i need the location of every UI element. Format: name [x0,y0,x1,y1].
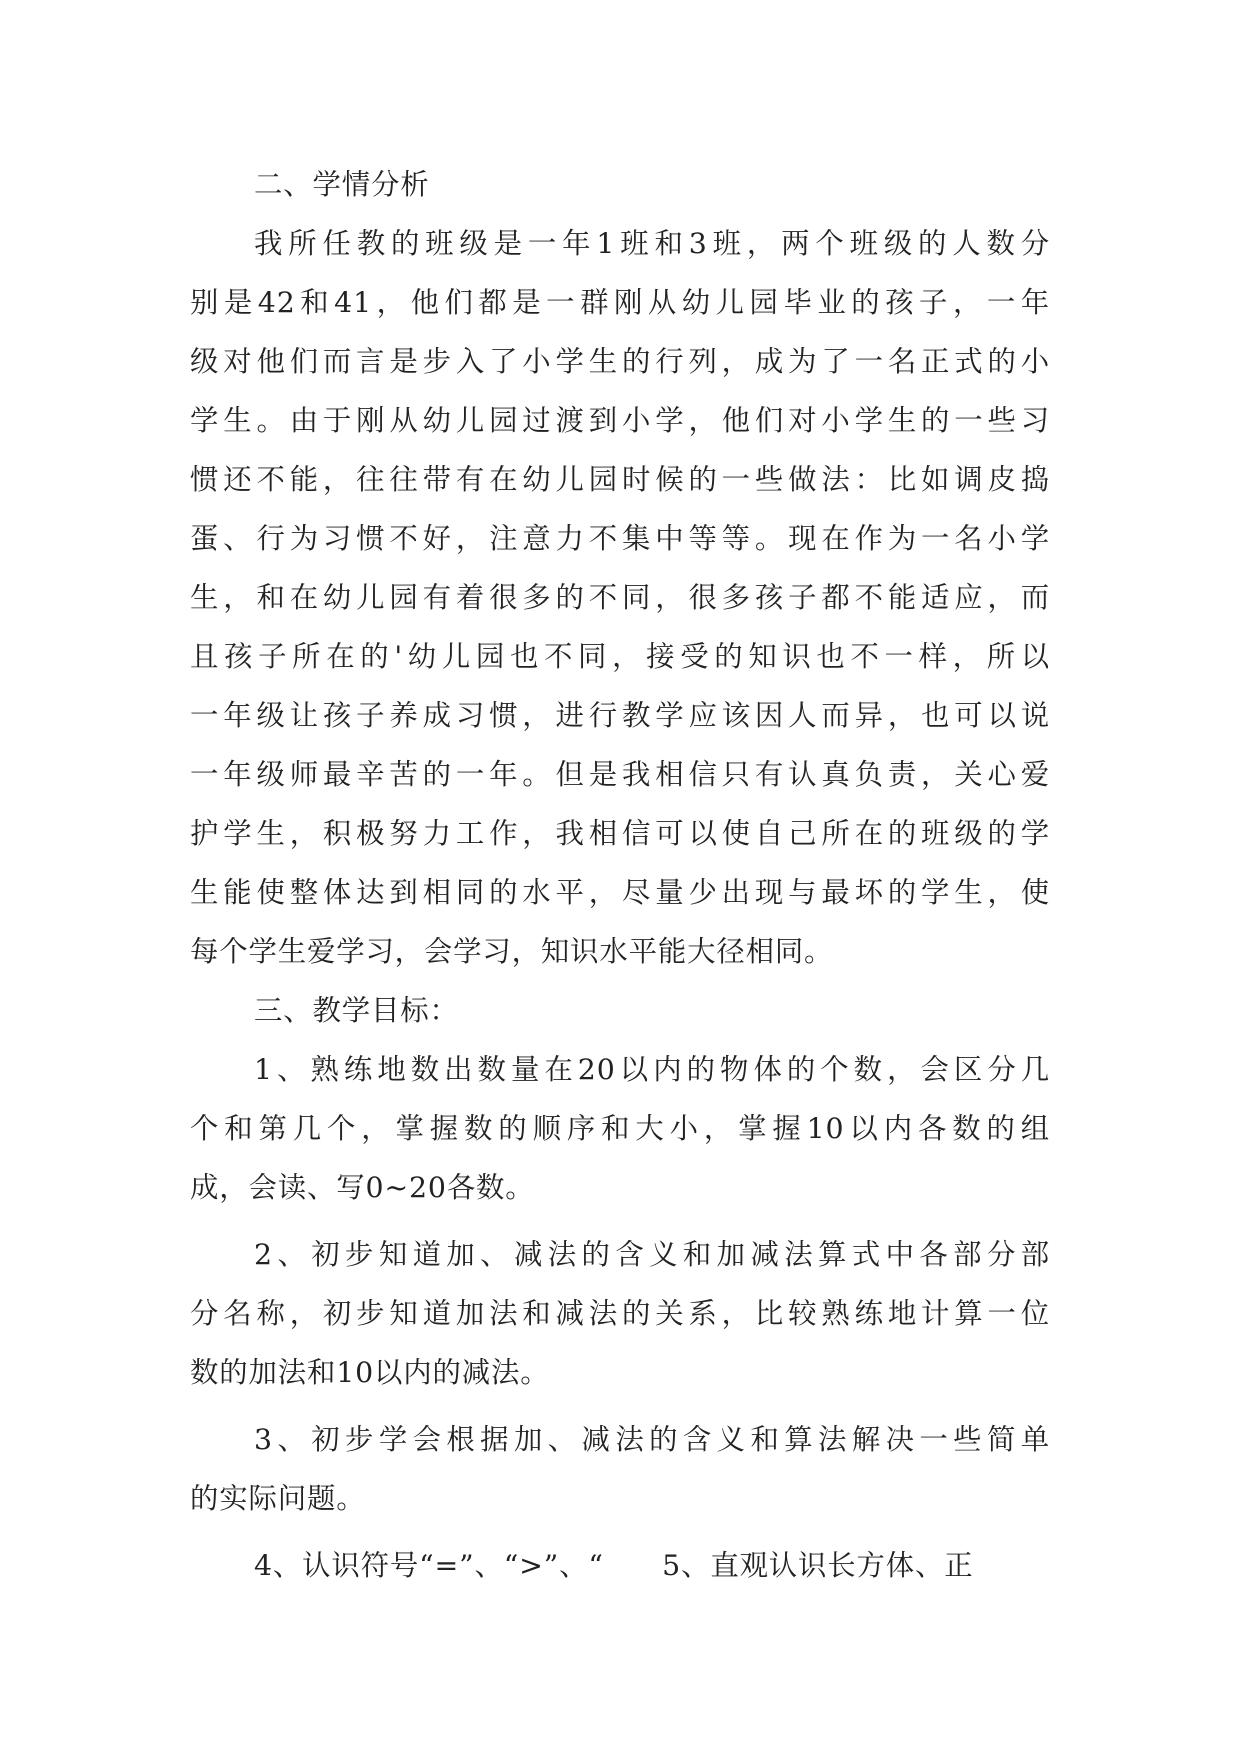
paragraph-line: 别是42和41，他们都是一群刚从幼儿园毕业的孩子，一年 [190,286,1050,319]
paragraph-line: 级对他们而言是步入了小学生的行列，成为了一名正式的小 [190,345,1050,378]
section-heading-teaching-goals: 三、教学目标： [254,994,459,1027]
paragraph-line: 3、初步学会根据加、减法的含义和算法解决一些简单 [254,1423,1050,1456]
paragraph-line: 每个学生爱学习，会学习，知识水平能大径相同。 [190,935,834,968]
paragraph-line: 2、初步知道加、减法的含义和加减法算式中各部分部 [254,1238,1050,1271]
paragraph-line: 分名称，初步知道加法和减法的关系，比较熟练地计算一位 [190,1297,1050,1330]
paragraph-line: 蛋、行为习惯不好，注意力不集中等等。现在作为一名小学 [190,522,1050,555]
paragraph-line: 的实际问题。 [190,1482,366,1515]
goal-item-3 [190,1410,1050,1528]
paragraph-line: 且孩子所在的'幼儿园也不同，接受的知识也不一样，所以 [190,640,1050,673]
paragraph-line: 惯还不能，往往带有在幼儿园时候的一些做法：比如调皮捣 [190,463,1050,496]
document-page [190,155,1050,1595]
paragraph-line: 个和第几个，掌握数的顺序和大小，掌握10以内各数的组 [190,1112,1050,1145]
paragraph-line: 生，和在幼儿园有着很多的不同，很多孩子都不能适应，而 [190,581,1050,614]
goal-item-4 [190,1536,1050,1595]
paragraph-line: 护学生，积极努力工作，我相信可以使自己所在的班级的学 [190,817,1050,850]
paragraph-line: 1、熟练地数出数量在20以内的物体的个数，会区分几 [254,1053,1050,1086]
paragraph-line: 一年级师最辛苦的一年。但是我相信只有认真负责，关心爱 [190,758,1050,791]
paragraph-line: 数的加法和10以内的减法。 [190,1356,550,1389]
section-heading-student-analysis: 二、学情分析 [254,168,430,201]
paragraph-line: 我所任教的班级是一年1班和3班，两个班级的人数分 [254,227,1050,260]
paragraph-line: 生能使整体达到相同的水平，尽量少出现与最坏的学生，使 [190,876,1050,909]
paragraph-student-analysis [190,214,1050,981]
paragraph-line: 4、认识符号“=”、“>”、“ 5、直观认识长方体、正 [254,1549,974,1582]
paragraph-line: 成，会读、写0~20各数。 [190,1171,535,1204]
goal-item-2 [190,1225,1050,1402]
paragraph-line: 一年级让孩子养成习惯，进行教学应该因人而异，也可以说 [190,699,1050,732]
paragraph-line: 学生。由于刚从幼儿园过渡到小学，他们对小学生的一些习 [190,404,1050,437]
goal-item-1 [190,1040,1050,1217]
